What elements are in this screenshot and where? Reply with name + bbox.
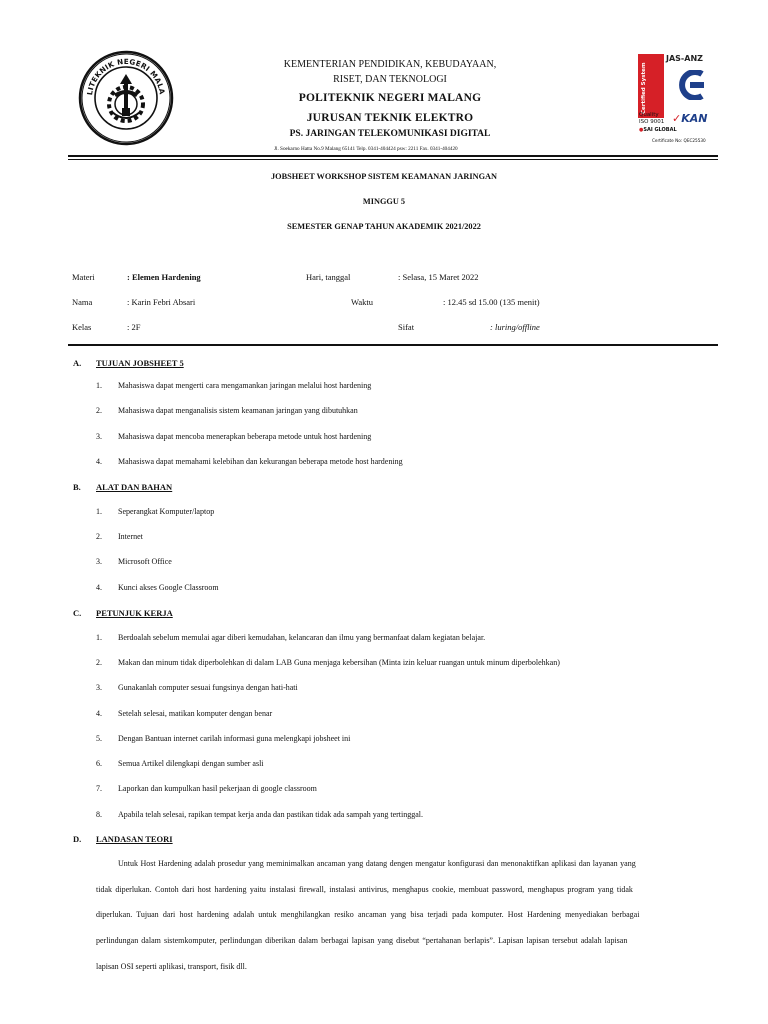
list-item: Microsoft Office	[118, 557, 172, 566]
list-item: Makan dan minum tidak diperbolehkan di dalam LAB Guna menjaga kebersihan (Minta izin keluar ruangan untuk minum diperbolehkan)	[118, 658, 560, 667]
jobsheet-title: JOBSHEET WORKSHOP SISTEM KEAMANAN JARINGAN	[270, 172, 498, 181]
sai-dot-icon: ●	[639, 127, 644, 133]
header-rule-thin	[68, 159, 718, 160]
header-rule-thick	[68, 155, 718, 157]
list-item-number: 7.	[96, 784, 102, 793]
section-d-letter: D.	[73, 834, 82, 844]
jas-anz-mark-icon	[672, 70, 710, 100]
meta-rule	[68, 344, 718, 346]
list-item: Mahasiswa dapat memahami kelebihan dan kekurangan beberapa metode host hardening	[118, 457, 403, 466]
sifat-value: : luring/offline	[490, 322, 540, 332]
kan-check-icon: ✓	[672, 112, 682, 125]
list-item: Mahasiswa dapat menganalisis sistem keamanan jaringan yang dibutuhkan	[118, 406, 358, 415]
list-item: Seperangkat Komputer/laptop	[118, 507, 215, 516]
section-c-letter: C.	[73, 608, 82, 618]
list-item: Berdoalah sebelum memulai agar diberi kemudahan, kelancaran dan ilmu yang bermanfaat dalam kegiatan belajar.	[118, 633, 486, 642]
section-c-title: PETUNJUK KERJA	[96, 608, 173, 618]
materi-label: Materi	[72, 272, 95, 282]
list-item-number: 8.	[96, 810, 102, 819]
ministry-line-1: KEMENTERIAN PENDIDIKAN, KEBUDAYAAN,	[283, 59, 497, 70]
certificate-number: Certificate No: QEC25530	[652, 138, 706, 143]
list-item-number: 1.	[96, 381, 102, 390]
certified-system-band: Certified System	[638, 54, 664, 118]
waktu-value: : 12.45 sd 15.00 (135 menit)	[443, 297, 540, 307]
section-a-letter: A.	[73, 358, 82, 368]
kelas-label: Kelas	[72, 322, 92, 332]
list-item-number: 5.	[96, 734, 102, 743]
sai-global-label: ●SAI GLOBAL	[639, 127, 677, 133]
list-item-number: 3.	[96, 557, 102, 566]
waktu-label: Waktu	[351, 297, 373, 307]
ministry-line-2: RISET, DAN TEKNOLOGI	[333, 74, 447, 85]
section-b-letter: B.	[73, 482, 81, 492]
list-item-number: 4.	[96, 457, 102, 466]
list-item-number: 6.	[96, 759, 102, 768]
list-item-number: 2.	[96, 532, 102, 541]
paragraph-line: perlindungan dalam sistemkomputer, perlindungan diberikan dalam berbagai lapisan yang disebut “pertahanan berlapis”. Lapisan lapisan tersebut adalah lapisan	[96, 936, 628, 945]
list-item-number: 4.	[96, 583, 102, 592]
hari-value: : Selasa, 15 Maret 2022	[398, 272, 479, 282]
section-b-title: ALAT DAN BAHAN	[96, 482, 173, 492]
institution-logo	[78, 50, 174, 146]
section-d-title: LANDASAN TEORI	[96, 834, 173, 844]
materi-value: : Elemen Hardening	[127, 272, 201, 282]
sifat-label: Sifat	[398, 322, 415, 332]
section-a-title: TUJUAN JOBSHEET 5	[96, 358, 184, 368]
list-item-number: 1.	[96, 507, 102, 516]
list-item: Setelah selesai, matikan komputer dengan benar	[118, 709, 273, 718]
address-line: Jl. Soekarno Hatta No.9 Malang 65141 Telp. 0341-404424 psw: 2211 Fax. 0341-404420	[274, 146, 458, 152]
institution-name: POLITEKNIK NEGERI MALANG	[298, 92, 482, 104]
list-item-number: 2.	[96, 658, 102, 667]
department-name: JURUSAN TEKNIK ELEKTRO	[306, 112, 474, 124]
kelas-value: : 2F	[127, 322, 141, 332]
list-item: Dengan Bantuan internet carilah informasi guna melengkapi jobsheet ini	[118, 734, 351, 743]
paragraph-line: tidak diperlukan. Contoh dari host hardening yaitu instalasi firewall, instalasi antivirus, menghapus cookie, membuat password, menghapus program yang tidak	[96, 885, 633, 894]
kan-label: ✓KAN	[672, 112, 708, 125]
program-name: PS. JARINGAN TELEKOMUNIKASI DIGITAL	[289, 129, 491, 139]
list-item: Gunakanlah computer sesuai fungsinya dengan hati-hati	[118, 683, 298, 692]
list-item-number: 1.	[96, 633, 102, 642]
list-item: Mahasiswa dapat mencoba menerapkan beberapa metode untuk host hardening	[118, 432, 372, 441]
list-item: Kunci akses Google Classroom	[118, 583, 219, 592]
week-title: MINGGU 5	[362, 197, 406, 206]
nama-label: Nama	[72, 297, 93, 307]
list-item: Internet	[118, 532, 143, 541]
logo-seal-icon	[78, 50, 174, 146]
list-item: Laporkan dan kumpulkan hasil pekerjaan di google classroom	[118, 784, 317, 793]
nama-value: : Karin Febri Absari	[127, 297, 196, 307]
hari-label: Hari, tanggal	[306, 272, 351, 282]
svg-text:POLITEKNIK NEGERI MALANG: LITEKNIK NEGERI MALA	[85, 56, 167, 96]
list-item-number: 2.	[96, 406, 102, 415]
semester-title: SEMESTER GENAP TAHUN AKADEMIK 2021/2022	[287, 222, 481, 231]
list-item-number: 3.	[96, 432, 102, 441]
paragraph-line: Untuk Host Hardening adalah prosedur yang meminimalkan ancaman yang datang dengen mengatur konfigurasi dan menonaktifkan aplikasi dan layanan yang	[118, 859, 636, 868]
iso-label: ISO 9001	[639, 119, 665, 125]
list-item: Mahasiswa dapat mengerti cara mengamankan jaringan melalui host hardening	[118, 381, 372, 390]
list-item: Semua Artikel dilengkapi dengan sumber asli	[118, 759, 264, 768]
jas-anz-label: JAS-ANZ	[666, 54, 703, 63]
paragraph-line: diperlukan. Tujuan dari host hardening adalah untuk menghilangkan resiko ancaman yang bisa terjadi pada komputer. Host Hardening menyediakan berbagai	[96, 910, 640, 919]
paragraph-line: lapisan OSI seperti aplikasi, transport, fisik dll.	[96, 962, 247, 971]
list-item: Apabila telah selesai, rapikan tempat kerja anda dan pastikan tidak ada sampah yang tertinggal.	[118, 810, 423, 819]
certification-logo	[638, 54, 718, 146]
list-item-number: 3.	[96, 683, 102, 692]
quality-label: Quality	[639, 112, 659, 118]
list-item-number: 4.	[96, 709, 102, 718]
